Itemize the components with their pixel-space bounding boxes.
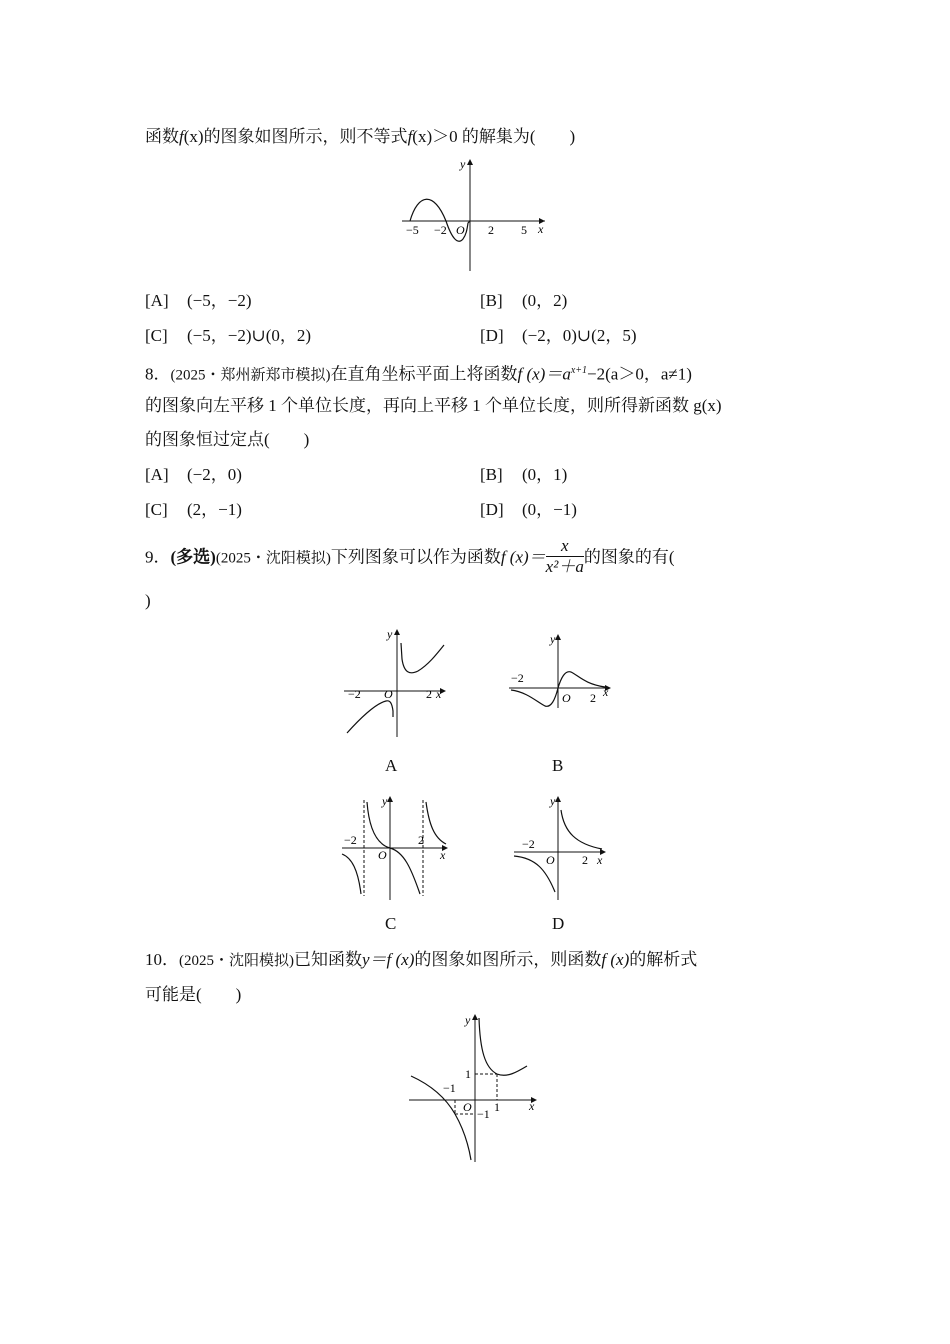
- svg-text:2: 2: [590, 691, 596, 705]
- q8-stem-line3: 的图象恒过定点( ): [145, 430, 310, 449]
- q9-graph-b: [505, 630, 615, 710]
- q8-option-c[interactable]: [C] (2，−1): [145, 500, 242, 519]
- q7-axis-y: y: [460, 157, 466, 171]
- q8-stem-line2: 的图象向左平移 1 个单位长度，再向上平移 1 个单位长度，则所得新函数 g(x): [145, 396, 722, 415]
- q7-option-d[interactable]: [D] (−2，0)∪(2，5): [480, 326, 637, 345]
- q10-number: 10．: [145, 950, 179, 969]
- q7-stem-c: ＞0 的解集为( ): [432, 127, 576, 146]
- svg-text:−2: −2: [511, 671, 524, 685]
- q7-label-neg2: −2: [434, 223, 447, 237]
- svg-text:1: 1: [494, 1100, 500, 1114]
- svg-text:y: y: [382, 794, 388, 808]
- q7-stem: [145, 126, 575, 148]
- q9-number: 9．: [145, 547, 171, 567]
- svg-text:y: y: [550, 794, 556, 808]
- q9-graph-a: [340, 625, 450, 740]
- svg-text:−1: −1: [443, 1081, 456, 1095]
- svg-text:O: O: [384, 687, 393, 701]
- svg-text:−1: −1: [477, 1107, 490, 1121]
- svg-text:1: 1: [465, 1067, 471, 1081]
- q9-stem: 9．(多选)(2025・沈阳模拟)下列图象可以作为函数f (x)＝ $\frac{x}{\text{x²＋a}}$ 的图象的有(: [145, 536, 675, 576]
- q10-stem-line2: 可能是( ): [145, 985, 242, 1004]
- svg-text:−2: −2: [522, 837, 535, 851]
- q9-fraction: $\frac{x}{\text{x²＋a}}$: [545, 536, 584, 576]
- q8-option-a[interactable]: [A] (−2，0): [145, 465, 242, 484]
- svg-text:O: O: [546, 853, 555, 867]
- svg-text:x: x: [529, 1099, 535, 1113]
- q9-caption-b: B: [552, 756, 564, 775]
- svg-text:x: x: [436, 687, 442, 701]
- q7-func-arg: (x): [183, 127, 204, 146]
- q7-option-b[interactable]: [B] (0，2): [480, 291, 568, 310]
- q10-graph: [405, 1010, 545, 1165]
- svg-text:y: y: [465, 1013, 471, 1027]
- q9-graph-d: [510, 792, 610, 902]
- q9-caption-c: C: [385, 914, 397, 933]
- svg-text:2: 2: [418, 833, 424, 847]
- q9-source: (2025・沈阳模拟): [215, 550, 331, 567]
- q7-graph: [400, 155, 550, 275]
- q7-stem-b: 的图象如图所示，则不等式: [203, 127, 408, 146]
- q9-tag: (多选): [170, 547, 216, 567]
- q9-graph-c: [338, 792, 453, 902]
- q7-func-f: f: [179, 127, 184, 146]
- q7-option-c[interactable]: [C] (−5，−2)∪(0，2): [145, 326, 312, 345]
- q7-label-neg5: −5: [406, 223, 419, 237]
- q10-source: (2025・沈阳模拟): [179, 953, 294, 969]
- svg-text:−2: −2: [348, 687, 361, 701]
- q7-label-5: 5: [521, 223, 527, 237]
- q7-axis-x: x: [538, 222, 544, 236]
- q8-stem-line1: 8．(2025・郑州新郑市模拟)在直角坐标平面上将函数f $(x)=a^{x+1}-2(a>0$，a≠1): [145, 364, 692, 384]
- svg-text:2: 2: [426, 687, 432, 701]
- q7-stem-a: 函数: [145, 127, 179, 146]
- q8-option-d[interactable]: [D] (0，−1): [480, 500, 577, 519]
- q9-stem-end: ): [145, 591, 151, 610]
- q8-number: 8．: [145, 364, 171, 384]
- svg-text:−2: −2: [344, 833, 357, 847]
- svg-text:y: y: [387, 627, 393, 641]
- q9-caption-d: D: [552, 914, 565, 933]
- q9-caption-a: A: [385, 756, 398, 775]
- svg-text:O: O: [463, 1100, 472, 1114]
- q8-source: (2025・郑州新郑市模拟): [170, 367, 331, 384]
- svg-text:2: 2: [582, 853, 588, 867]
- q8-option-b[interactable]: [B] (0，1): [480, 465, 568, 484]
- q7-label-origin: O: [456, 223, 465, 237]
- svg-text:x: x: [603, 685, 609, 699]
- svg-text:x: x: [440, 848, 446, 862]
- svg-text:x: x: [597, 853, 603, 867]
- q7-option-a[interactable]: [A] (−5，−2): [145, 291, 252, 310]
- q10-stem-line1: 10．(2025・沈阳模拟)已知函数y＝f (x)的图象如图所示，则函数f (x)的解析式: [145, 950, 698, 969]
- svg-text:O: O: [378, 848, 387, 862]
- svg-text:y: y: [550, 632, 556, 646]
- q7-func-f2: f: [407, 127, 413, 146]
- q7-func-arg2: (x): [412, 127, 433, 146]
- svg-text:O: O: [562, 691, 571, 705]
- q7-label-2: 2: [488, 223, 494, 237]
